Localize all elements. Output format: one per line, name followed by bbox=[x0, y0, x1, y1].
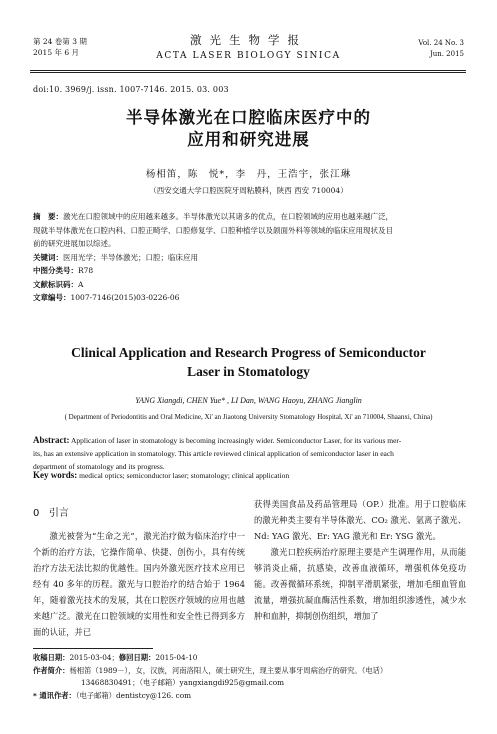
doc-code-label: 文献标识码： bbox=[33, 279, 78, 289]
authors-en: YANG Xiangdi, CHEN Yue* , LI Dan, WANG Haoyu, ZHANG Jianglin bbox=[135, 396, 362, 405]
keywords-en-text: medical optics; semiconductor laser; stomatology; clinical application bbox=[79, 471, 290, 480]
revised-date: 2015-04-10 bbox=[155, 653, 198, 662]
article-no-label: 文章编号： bbox=[33, 293, 71, 302]
title-en-line2: Laser in Stomatology bbox=[187, 364, 310, 379]
volume-issue: 第 24 卷第 3 期 bbox=[33, 37, 87, 46]
section-number: 0 bbox=[33, 508, 40, 519]
journal-title-en: ACTA LASER BIOLOGY SINICA bbox=[156, 51, 341, 61]
journal-issue-info-en bbox=[418, 38, 464, 60]
intro-paragraph-left: 激光被誉为“生命之光”，激光治疗做为临床治疗中一个新的治疗方法，它操作简单、快捷、创伤小，具有传统治疗方法无法比拟的优越性。国内外激光医疗技术应用已经有 40 多年的历程。激光与口腔治疗的结合始于 1964 年，随着激光技术的发展，其在口腔医疗领域的应用也越来越广泛。激光在口腔领域的实用性和安全性已得到多方面的认证，并已 bbox=[33, 531, 245, 637]
article-no: 1007-7146(2015)03-0226-06 bbox=[70, 293, 180, 302]
abstract-cn-line3: 前的研究进展加以综述。 bbox=[33, 239, 116, 248]
section-title: 引言 bbox=[48, 508, 69, 519]
affiliation-cn: （西安交通大学口腔医院牙周粘膜科，陕西 西安 710004） bbox=[149, 186, 348, 195]
keywords-en bbox=[33, 470, 463, 480]
body-column-right bbox=[254, 496, 466, 624]
doi: doi:10. 3969/j. issn. 1007-7146. 2015. 03. 003 bbox=[33, 85, 229, 94]
intro-paragraph-right-1: 获得美国食品及药品管理局（OP.）批准。用于口腔临床的激光种类主要有半导体激光、CO₂ 激光、氩离子激光、Nd: YAG 激光、Er: YAG 激光和 Er: YSG 激光。 bbox=[254, 499, 466, 541]
title-cn-line2: 应用和研究进展 bbox=[187, 130, 310, 149]
abstract-en-line1: Application of laser in stomatology is becoming increasingly wider. Semiconductor Laser, for its various mer- bbox=[70, 436, 402, 445]
title-en-line1: Clinical Application and Research Progress of Semiconductor bbox=[71, 345, 426, 360]
revised-label: 修回日期： bbox=[118, 653, 156, 662]
keywords-en-label: Key words: bbox=[33, 470, 78, 480]
corresponding-email: （电子邮箱）dentistcy@126. com bbox=[75, 690, 192, 700]
volume-issue-en: Vol. 24 No. 3 bbox=[418, 39, 464, 47]
footnote-rule bbox=[33, 648, 153, 649]
journal-title-cn: 激光生物学报 bbox=[190, 33, 307, 47]
abstract-en-line3: department of stomatology and its progress. bbox=[33, 462, 165, 471]
clc-label: 中图分类号： bbox=[33, 266, 78, 275]
header-rule-thin bbox=[30, 72, 466, 73]
abstract-en bbox=[33, 434, 463, 473]
affiliation-en: ( Department of Periodontitis and Oral Medicine, Xi' an Jiaotong University Stomatology Hospital, Xi' an 710004, Shaanxi, China) bbox=[64, 413, 433, 421]
doc-code: A bbox=[78, 279, 84, 289]
keywords-cn: 医用光学；半导体激光；口腔；临床应用 bbox=[63, 252, 198, 262]
issue-date: 2015 年 6 月 bbox=[33, 48, 80, 57]
header-rule bbox=[30, 70, 466, 71]
title-cn-line1: 半导体激光在口腔临床医疗中的 bbox=[126, 108, 371, 127]
abstract-cn-line1: 激光在口腔领域中的应用越来越多。半导体激光以其诸多的优点，在口腔领域的应用也越来越广泛， bbox=[63, 212, 393, 221]
keywords-cn-label: 关键词： bbox=[33, 252, 63, 262]
abstract-cn-label: 摘 要： bbox=[33, 212, 63, 221]
abstract-cn-line2: 现就半导体激光在口腔内科、口腔正畸学、口腔修复学、口腔种植学以及颌面外科等领域的临床应用现状及目 bbox=[33, 225, 393, 235]
clc-number: R78 bbox=[78, 266, 94, 275]
abstract-en-label: Abstract: bbox=[33, 435, 70, 445]
received-date: 2015-03-04； bbox=[69, 653, 119, 662]
received-label: 收稿日期： bbox=[33, 653, 70, 662]
intro-paragraph-right-2: 激光口腔疾病治疗原理主要是产生调理作用，从而能够消炎止痛，抗感染，改善血液循环，增强机体免疫功能。改善微循环系统，抑制平滑肌紧张，增加毛细血管血流量，增强抗凝血酶活性系数，增加组织渗透性，减少水肿和血肿，抑制创伤组织，增加了 bbox=[254, 547, 466, 621]
authors-cn: 杨相笛，陈 悦*，李 丹，王浩宇，张江琳 bbox=[145, 169, 352, 180]
author-contact: 13468830491；（电子邮箱）yangxiangdi925@gmail.com bbox=[81, 678, 285, 687]
section-heading bbox=[33, 506, 245, 522]
corresponding-label: * 通讯作者： bbox=[33, 690, 76, 700]
body-column-left bbox=[33, 496, 245, 640]
abstract-cn bbox=[33, 210, 463, 305]
author-bio-label: 作者简介： bbox=[33, 665, 70, 675]
issue-date-en: Jun. 2015 bbox=[429, 50, 464, 58]
author-bio: 杨相笛（1989－），女，汉族，河南洛阳人，硕士研究生，现主要从事牙周病治疗的研究。（电话） bbox=[69, 665, 388, 675]
footnotes bbox=[33, 652, 463, 702]
abstract-en-line2: its, has an extensive application in stomatology. This article reviewed clinical application of semiconductor laser in each bbox=[33, 449, 394, 458]
